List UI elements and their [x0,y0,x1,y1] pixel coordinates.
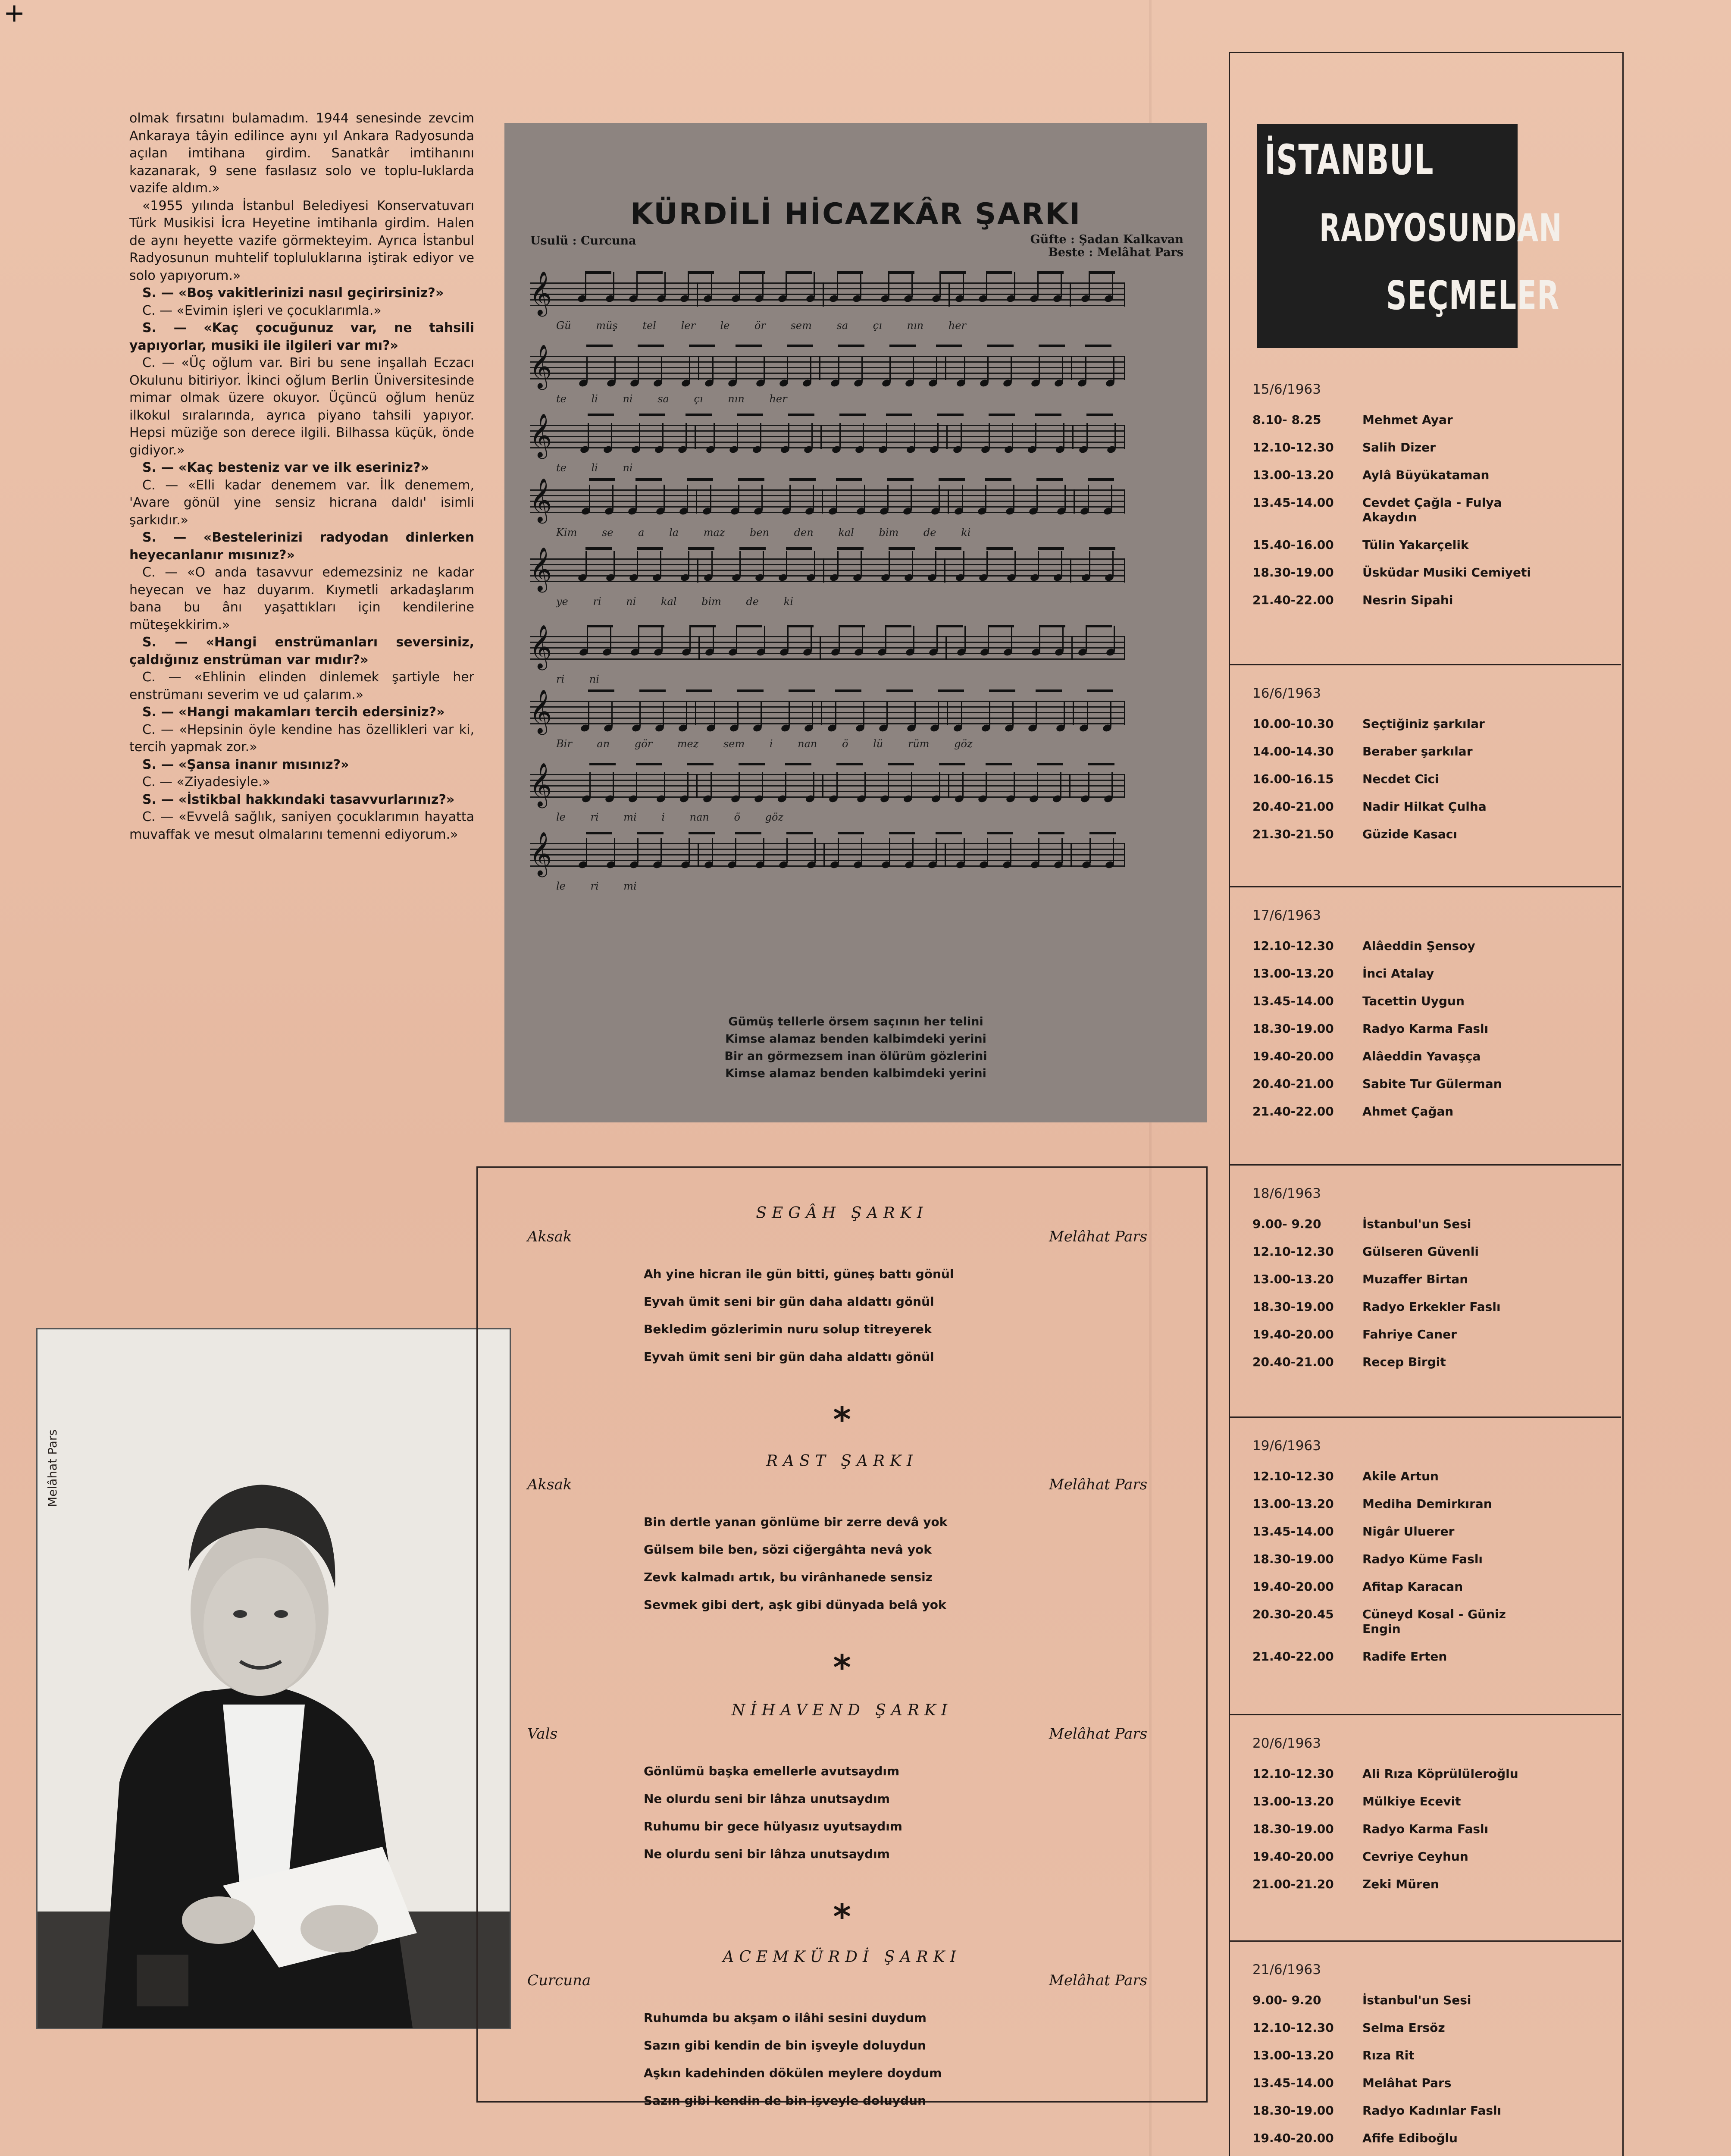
schedule-time: 21.40-22.00 [1252,593,1334,607]
schedule-time: 18.30-19.00 [1252,2103,1334,2118]
schedule-performer: Gülseren Güvenli [1362,1244,1479,1259]
schedule-day [1252,1736,1640,1905]
schedule-performer: Melâhat Pars [1362,2076,1452,2090]
lyric-line: Sevmek gibi dert, aşk gibi dünyada belâ yok [644,1598,946,1612]
schedule-row [1252,2021,1640,2035]
schedule-row [1252,1272,1640,1287]
day-separator [1229,664,1621,665]
songs-box [476,1166,1208,2108]
score-gufte: Güfte : Şadan Kalkavan [1030,233,1183,246]
lyric-line: Gü müş tel ler le ör sem sa çı nın her [556,320,966,332]
schedule-time: 13.45-14.00 [1252,994,1334,1008]
schedule-row [1252,1849,1640,1864]
schedule-row [1252,1217,1640,1232]
schedule-time: 13.00-13.20 [1252,966,1334,981]
schedule-row [1252,994,1640,1009]
schedule-performer: Akile Artun [1362,1469,1439,1483]
song-title: ACEMKÜRDİ ŞARKI [723,1948,961,1966]
schedule-row [1252,538,1640,552]
schedule-row [1252,1300,1640,1314]
schedule-row [1252,1077,1640,1091]
interview-question: S. — «Kaç çocuğunuz var, ne tahsili yapıyorlar, musiki ile ilgileri var mı?» [129,320,474,353]
schedule-time: 18.30-19.00 [1252,1552,1334,1566]
song-composer: Melâhat Pars [1049,1725,1148,1742]
schedule-row [1252,1022,1640,1036]
schedule-performer: Ahmet Çağan [1362,1104,1454,1119]
day-separator [1229,1940,1621,1942]
lyric-line: le ri mi [556,880,637,892]
schedule-date: 20/6/1963 [1252,1736,1321,1751]
schedule-performer: Cüneyd Kosal - Güniz Engin [1362,1607,1506,1636]
schedule-time: 13.00-13.20 [1252,1272,1334,1286]
song-lyrics [644,1508,1010,1619]
interview-column [129,110,474,843]
interview-question: S. — «Şansa inanır mısınız?» [142,757,349,772]
schedule-row [1252,2131,1640,2146]
song-composer: Melâhat Pars [1049,1476,1148,1493]
schedule-time: 18.30-19.00 [1252,565,1334,580]
music-staff [529,270,1125,315]
schedule-row [1252,1993,1640,2008]
treble-clef-icon: 𝄞 [529,762,552,806]
schedule-time: 19.40-20.00 [1252,1849,1334,1864]
schedule-time: 19.40-20.00 [1252,1327,1334,1341]
schedule-performer: Güzide Kasacı [1362,827,1457,841]
schedule-row [1252,772,1640,787]
day-separator [1229,886,1621,887]
day-separator [1229,1416,1621,1418]
schedule-header-line-1: İSTANBUL [1265,136,1434,184]
schedule-performer: Recep Birgit [1362,1355,1446,1369]
schedule-performer: Nigâr Uluerer [1362,1524,1455,1539]
schedule-row [1252,1794,1640,1809]
schedule-row [1252,1822,1640,1836]
treble-clef-icon: 𝄞 [529,546,552,591]
schedule-header-line-2: RADYOSUNDAN [1319,206,1562,250]
schedule-row [1252,2103,1640,2118]
schedule-performer: Radife Erten [1362,1649,1447,1664]
schedule-row [1252,413,1640,427]
interview-question: S. — «Boş vakitlerinizi nasıl geçirirsiniz?» [142,285,444,301]
schedule-performer: Tülin Yakarçelik [1362,538,1469,552]
schedule-time: 10.00-10.30 [1252,717,1334,731]
schedule-row [1252,565,1640,580]
verse-line: Kimse alamaz benden kalbimdeki yerini [725,1032,986,1046]
schedule-row [1252,1355,1640,1369]
schedule-time: 19.40-20.00 [1252,2131,1334,2145]
interview-answer: C. — «Hepsinin öyle kendine has özellikleri var ki, tercih yapmak zor.» [129,722,474,755]
music-staff [529,546,1125,591]
schedule-row [1252,440,1640,455]
schedule-time: 15.40-16.00 [1252,538,1334,552]
schedule-row [1252,966,1640,981]
treble-clef-icon: 𝄞 [529,831,552,875]
interview-question: S. — «Bestelerinizi radyodan dinlerken heyecanlanır mısınız?» [129,530,474,563]
interview-answer: C. — «Elli kadar denemem var. İlk denemem, 'Avare gönül yine sensiz hicrana daldı' isimli şarkıdır.» [129,477,474,528]
lyric-line: Ruhumu bir gece hülyasız uyutsaydım [644,1819,902,1833]
schedule-performer: Zeki Müren [1362,1877,1439,1891]
schedule-performer: Cevdet Çağla - Fulya Akaydın [1362,495,1502,524]
schedule-row [1252,717,1640,731]
schedule-performer: Cevriye Ceyhun [1362,1849,1468,1864]
schedule-time: 14.00-14.30 [1252,744,1334,758]
schedule-performer: Radyo Kadınlar Faslı [1362,2103,1502,2118]
lyric-line: Ruhumda bu akşam o ilâhi sesini duydum [644,2011,927,2025]
lyric-line: le ri mi i nan ö göz [556,811,784,823]
interview-question: S. — «Hangi enstrümanları seversiniz, çaldığınız enstrüman var mıdır?» [129,635,474,667]
schedule-time: 16.00-16.15 [1252,772,1334,786]
schedule-row [1252,1327,1640,1342]
interview-answer: olmak fırsatını bulamadım. 1944 senesinde zevcim Ankaraya tâyin edilince aynı yıl Ankara Radyosunda açılan imtihana girdim. Sanatkâr imtihanını kazanarak, 9 sene fasılasız solo ve toplu-luklarda vazife aldım.» [129,111,474,196]
interview-answer: C. — «O anda tasavvur edemezsiniz ne kadar heyecan ve haz duyarım. Kıymetli arkadaşlarım bana bu ânı yaşattıkları için kendilerine müteşekkirim.» [129,565,474,633]
schedule-row [1252,2076,1640,2090]
verse-line: Kimse alamaz benden kalbimdeki yerini [725,1067,986,1080]
interview-answer: C. — «Ehlinin elinden dinlemek şartiyle her enstrümanı severim ve ud çalarım.» [129,670,474,702]
schedule-performer: Muzaffer Birtan [1362,1272,1468,1286]
schedule-row [1252,1607,1640,1636]
woman-portrait-icon [38,1329,510,2028]
schedule-time: 9.00- 9.20 [1252,1217,1321,1231]
lyric-line: Gönlümü başka emellerle avutsaydım [644,1764,900,1778]
photo-caption: Melâhat Pars [45,1429,59,1507]
asterisk-divider: * [833,1400,851,1440]
lyric-line: Ne olurdu seni bir lâhza unutsaydım [644,1792,890,1806]
schedule-performer: Nadir Hilkat Çulha [1362,799,1487,814]
schedule-time: 13.45-14.00 [1252,1524,1334,1539]
lyric-line: Bir an gör mez sem i nan ö lü rüm göz [556,738,973,750]
song-title: RAST ŞARKI [766,1452,918,1470]
schedule-day [1252,1438,1640,1677]
song-title: NİHAVEND ŞARKI [731,1702,953,1719]
music-staff [529,413,1125,457]
schedule-time: 18.30-19.00 [1252,1300,1334,1314]
schedule-row [1252,1497,1640,1511]
score-beste: Beste : Melâhat Pars [1048,246,1183,259]
schedule-time: 13.00-13.20 [1252,468,1334,482]
schedule-day [1252,1962,1640,2156]
schedule-performer: Rıza Rit [1362,2048,1415,2062]
song-lyrics [644,1260,1010,1371]
interview-question: S. — «İstikbal hakkındaki tasavvurlarınız?» [142,792,455,807]
schedule-date: 19/6/1963 [1252,1438,1321,1454]
schedule-performer: Radyo Karma Faslı [1362,1022,1489,1036]
schedule-row [1252,1469,1640,1484]
music-staff [529,689,1125,733]
schedule-row [1252,1524,1640,1539]
verse-line: Gümüş tellerle örsem saçının her telini [728,1015,983,1028]
treble-clef-icon: 𝄞 [529,624,552,668]
lyric-line: Aşkın kadehinden dökülen meylere doydum [644,2066,942,2080]
score-verse [504,1013,1207,1082]
schedule-performer: Aylâ Büyükataman [1362,468,1490,482]
interview-question: S. — «Hangi makamları tercih edersiniz?» [142,705,445,720]
song-usul: Aksak [527,1476,572,1493]
schedule-time: 19.40-20.00 [1252,1049,1334,1063]
schedule-time: 9.00- 9.20 [1252,1993,1321,2007]
song-title: SEGÂH ŞARKI [756,1204,928,1222]
schedule-date: 16/6/1963 [1252,686,1321,701]
schedule-row [1252,744,1640,759]
schedule-header [1257,124,1562,348]
lyric-line: Bekledim gözlerimin nuru solup titreyerek [644,1322,932,1336]
verse-line: Bir an görmezsem inan ölürüm gözlerini [724,1050,987,1063]
schedule-time: 20.40-21.00 [1252,1077,1334,1091]
schedule-performer: Ali Rıza Köprülüleroğlu [1362,1767,1518,1781]
lyric-line: Eyvah ümit seni bir gün daha aldattı gönül [644,1294,934,1309]
schedule-row [1252,1049,1640,1064]
schedule-date: 17/6/1963 [1252,908,1321,923]
music-staff [529,477,1125,522]
schedule-time: 21.00-21.20 [1252,1877,1334,1891]
portrait-photo [36,1328,511,2029]
schedule-time: 8.10- 8.25 [1252,413,1321,427]
schedule-time: 20.40-21.00 [1252,799,1334,814]
schedule-time: 13.00-13.20 [1252,1794,1334,1808]
song-usul: Curcuna [527,1972,591,1989]
schedule-performer: Radyo Karma Faslı [1362,1822,1489,1836]
schedule-performer: Radyo Erkekler Faslı [1362,1300,1501,1314]
schedule-row [1252,1579,1640,1594]
lyric-line: te li ni sa çı nın her [556,393,787,405]
schedule-performer: Nesrin Sipahi [1362,593,1453,607]
schedule-row [1252,1104,1640,1119]
lyric-line: Sazın gibi kendin de bin işveyle doluydun [644,2093,926,2108]
schedule-date: 21/6/1963 [1252,1962,1321,1977]
song-usul: Aksak [527,1228,572,1245]
schedule-time: 13.00-13.20 [1252,1497,1334,1511]
lyric-line: Ne olurdu seni bir lâhza unutsaydım [644,1847,890,1861]
schedule-performer: İstanbul'un Sesi [1362,1217,1471,1231]
schedule-day [1252,686,1640,855]
lyric-line: te li ni [556,462,633,474]
lyric-line: Eyvah ümit seni bir gün daha aldattı gönül [644,1350,934,1364]
lyric-line: Ah yine hicran ile gün bitti, güneş battı gönül [644,1267,954,1281]
treble-clef-icon: 𝄞 [529,689,552,733]
schedule-row [1252,939,1640,953]
schedule-date: 18/6/1963 [1252,1186,1321,1201]
song-composer: Melâhat Pars [1049,1228,1148,1245]
schedule-time: 12.10-12.30 [1252,440,1334,454]
lyric-line: ye ri ni kal bim de ki [556,595,793,608]
schedule-performer: Afitap Karacan [1362,1579,1463,1594]
schedule-time: 13.45-14.00 [1252,495,1334,510]
asterisk-divider: * [833,1648,851,1688]
schedule-performer: Mediha Demirkıran [1362,1497,1492,1511]
schedule-performer: Üsküdar Musiki Cemiyeti [1362,565,1531,580]
treble-clef-icon: 𝄞 [529,344,552,388]
schedule-time: 20.40-21.00 [1252,1355,1334,1369]
schedule-performer: Radyo Küme Faslı [1362,1552,1483,1566]
score-title: KÜRDİLİ HİCAZKÂR ŞARKI [630,197,1082,231]
schedule-day [1252,1186,1640,1382]
schedule-row [1252,1877,1640,1892]
schedule-time: 12.10-12.30 [1252,939,1334,953]
lyric-line: Kim se a la maz ben den kal bim de ki [556,526,971,539]
schedule-row [1252,495,1640,525]
schedule-row [1252,593,1640,608]
lyric-line: Zevk kalmadı artık, bu virânhanede sensiz [644,1570,933,1584]
schedule-performer: Afife Ediboğlu [1362,2131,1458,2145]
schedule-performer: Mehmet Ayar [1362,413,1453,427]
schedule-time: 12.10-12.30 [1252,1244,1334,1259]
treble-clef-icon: 𝄞 [529,270,552,315]
schedule-performer: Selma Ersöz [1362,2021,1445,2035]
schedule-time: 21.40-22.00 [1252,1649,1334,1664]
schedule-performer: Alâeddin Yavaşça [1362,1049,1481,1063]
sheet-music [504,123,1207,964]
lyric-line: Gülsem bile ben, sözi ciğergâhta nevâ yok [644,1542,932,1557]
interview-answer: C. — «Ziyadesiyle.» [142,774,270,790]
interview-answer: C. — «Evvelâ sağlık, saniyen çocuklarımın hayatta muvaffak ve mesut olmalarını temenni ediyorum.» [129,809,474,842]
schedule-performer: Beraber şarkılar [1362,744,1473,758]
score-usul: Usulü : Curcuna [530,234,636,248]
schedule-time: 19.40-20.00 [1252,1579,1334,1594]
music-staff [529,624,1125,668]
schedule-performer: İstanbul'un Sesi [1362,1993,1471,2007]
schedule-time: 12.10-12.30 [1252,2021,1334,2035]
schedule-row [1252,2048,1640,2063]
schedule-row [1252,1649,1640,1664]
schedule-time: 13.00-13.20 [1252,2048,1334,2062]
song-lyrics [644,2004,1010,2115]
song-composer: Melâhat Pars [1049,1972,1148,1989]
schedule-time: 20.30-20.45 [1252,1607,1334,1621]
schedule-performer: Mülkiye Ecevit [1362,1794,1461,1808]
schedule-row [1252,827,1640,842]
schedule-performer: Necdet Cici [1362,772,1439,786]
schedule-performer: Seçtiğiniz şarkılar [1362,717,1485,731]
schedule-row [1252,1244,1640,1259]
sheet-music-image [504,123,1207,1122]
schedule-time: 12.10-12.30 [1252,1767,1334,1781]
registration-mark: + [3,0,25,28]
schedule-time: 18.30-19.00 [1252,1822,1334,1836]
interview-answer: C. — «Evimin işleri ve çocuklarımla.» [142,303,382,318]
schedule-performer: Alâeddin Şensoy [1362,939,1475,953]
day-separator [1229,1714,1621,1715]
schedule-time: 12.10-12.30 [1252,1469,1334,1483]
treble-clef-icon: 𝄞 [529,477,552,522]
schedule-time: 13.45-14.00 [1252,2076,1334,2090]
schedule-date: 15/6/1963 [1252,382,1321,397]
schedule-performer: Tacettin Uygun [1362,994,1465,1008]
schedule-time: 18.30-19.00 [1252,1022,1334,1036]
schedule-time: 21.30-21.50 [1252,827,1334,841]
day-separator [1229,1164,1621,1166]
schedule-row [1252,799,1640,814]
lyric-line: Bin dertle yanan gönlüme bir zerre devâ yok [644,1515,948,1529]
schedule-day [1252,908,1640,1132]
treble-clef-icon: 𝄞 [529,413,552,457]
music-staff [529,762,1125,806]
schedule-performer: Salih Dizer [1362,440,1436,454]
schedule-day [1252,382,1640,620]
music-staff [529,831,1125,875]
schedule-performer: Fahriye Caner [1362,1327,1457,1341]
interview-answer: C. — «Üç oğlum var. Biri bu sene inşallah Eczacı Okulunu bitiriyor. İkinci oğlum Berlin Üniversitesinde mimar olmak üzere okuyor. Üçüncü oğlum henüz ilkokul sıralarında, ayrıca piyano tahsili yapıyor. Hepsi müziğe son derece ilgili. Bilhassa küçük, önde gidiyor.» [129,355,474,458]
interview-answer: «1955 yılında İstanbul Belediyesi Konservatuvarı Türk Musikisi İcra Heyetine imtihanla girdim. Halen de aynı heyette vazife görmekteyim. Ayrıca İstanbul Radyosunun muhtelif topluluklarına iştirak ediyor ve solo yapıyorum.» [129,198,474,283]
music-staff [529,344,1125,388]
schedule-performer: Sabite Tur Gülerman [1362,1077,1502,1091]
schedule-row [1252,1552,1640,1567]
schedule-row [1252,1767,1640,1781]
lyric-line: Sazın gibi kendin de bin işveyle doluydun [644,2038,926,2053]
schedule-row [1252,468,1640,483]
schedule-performer: İnci Atalay [1362,966,1434,981]
asterisk-divider: * [833,1897,851,1937]
song-usul: Vals [527,1725,558,1742]
lyric-line: ri ni [556,673,599,685]
schedule-header-line-3: SEÇMELER [1386,273,1560,319]
schedule-time: 21.40-22.00 [1252,1104,1334,1119]
interview-question: S. — «Kaç besteniz var ve ilk eseriniz?» [142,460,429,475]
song-lyrics [644,1758,1010,1868]
